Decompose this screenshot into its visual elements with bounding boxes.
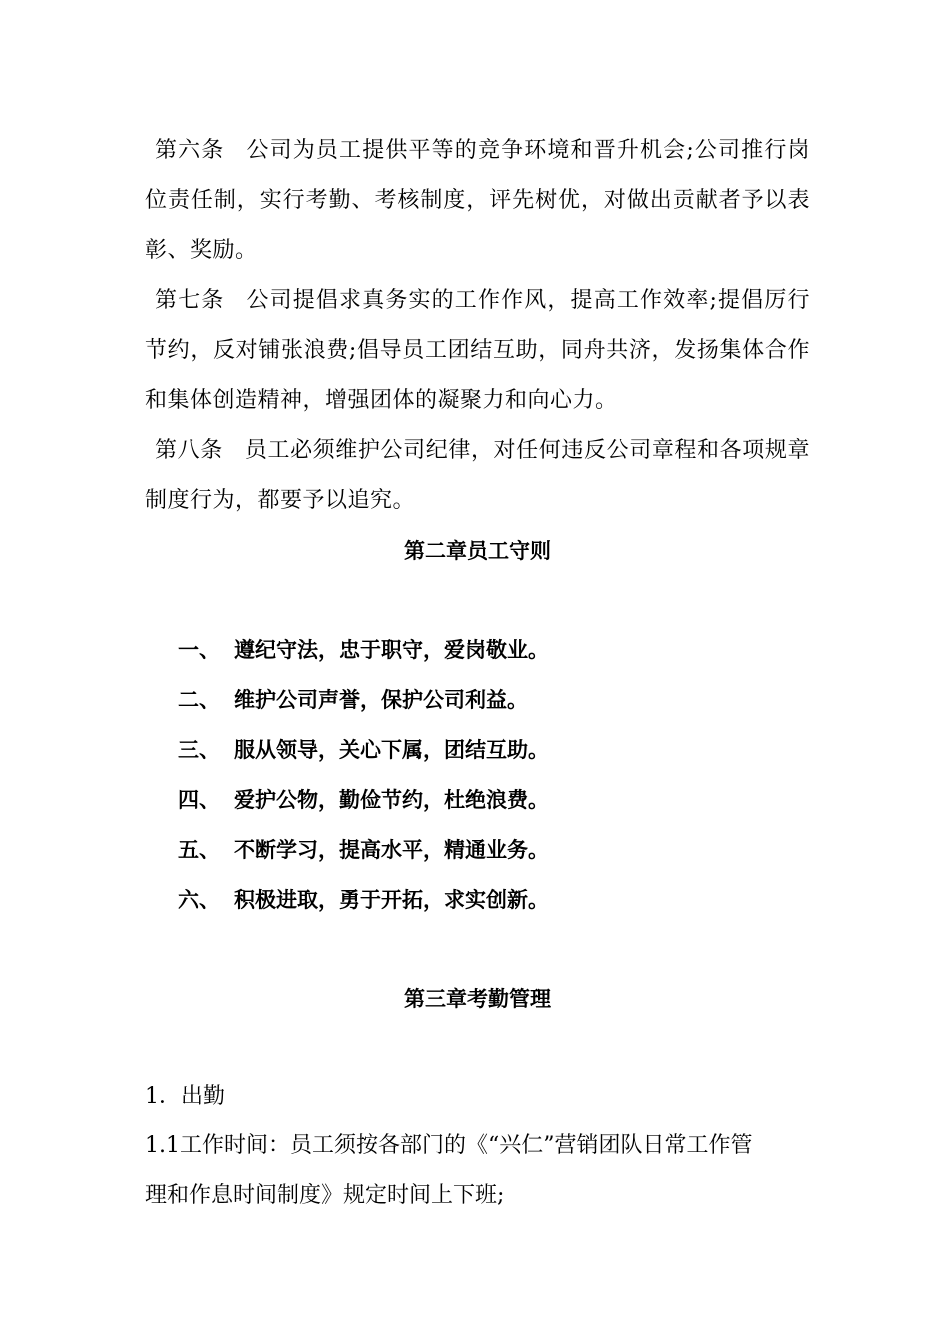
- article-8: [145, 426, 810, 526]
- section-1-1-line-1: 1.1工作时间：员工须按各部门的《“兴仁”营销团队日常工作管: [145, 1133, 753, 1158]
- article-6: [145, 126, 810, 276]
- rule-text: 不断学习，提高水平，精通业务。: [234, 838, 549, 862]
- article-6-text: 公司为员工提供平等的竞争环境和晋升机会;公司推行岗位责任制，实行考勤、考核制度，评先树优，对做出贡献者予以表彰、奖励。: [145, 138, 810, 263]
- rule-text: 维护公司声誉，保护公司利益。: [234, 688, 528, 712]
- employee-rules-list: [178, 630, 549, 930]
- rule-number: 二、: [178, 688, 220, 712]
- rule-text: 爱护公物，勤俭节约，杜绝浪费。: [234, 788, 549, 812]
- article-8-text: 员工必须维护公司纪律，对任何违反公司章程和各项规章制度行为，都要予以追究。: [145, 438, 810, 513]
- article-7: [145, 276, 810, 426]
- article-8-label: 第八条: [155, 438, 223, 463]
- article-7-text: 公司提倡求真务实的工作作风，提高工作效率;提倡厉行节约，反对铺张浪费;倡导员工团结互助，同舟共济，发扬集体合作和集体创造精神，增强团体的凝聚力和向心力。: [145, 288, 810, 413]
- section-1-heading: 1．出勤: [145, 1084, 225, 1109]
- rule-number: 一、: [178, 638, 220, 662]
- rule-item: [178, 630, 549, 680]
- article-7-label: 第七条: [155, 288, 225, 313]
- rule-item: [178, 830, 549, 880]
- section-1-1-line-2: 理和作息时间制度》规定时间上下班;: [145, 1183, 505, 1208]
- rule-number: 四、: [178, 788, 220, 812]
- article-6-label: 第六条: [155, 138, 225, 163]
- rule-number: 三、: [178, 738, 220, 762]
- rule-item: [178, 730, 549, 780]
- chapter-2-title: 第二章员工守则: [404, 539, 551, 563]
- rule-number: 六、: [178, 888, 220, 912]
- rule-number: 五、: [178, 838, 220, 862]
- rule-item: [178, 680, 549, 730]
- rule-text: 服从领导，关心下属，团结互助。: [234, 738, 549, 762]
- rule-item: [178, 880, 549, 930]
- chapter-3-title: 第三章考勤管理: [404, 987, 551, 1011]
- rule-item: [178, 780, 549, 830]
- rule-text: 遵纪守法，忠于职守，爱岗敬业。: [234, 638, 549, 662]
- rule-text: 积极进取，勇于开拓，求实创新。: [234, 888, 549, 912]
